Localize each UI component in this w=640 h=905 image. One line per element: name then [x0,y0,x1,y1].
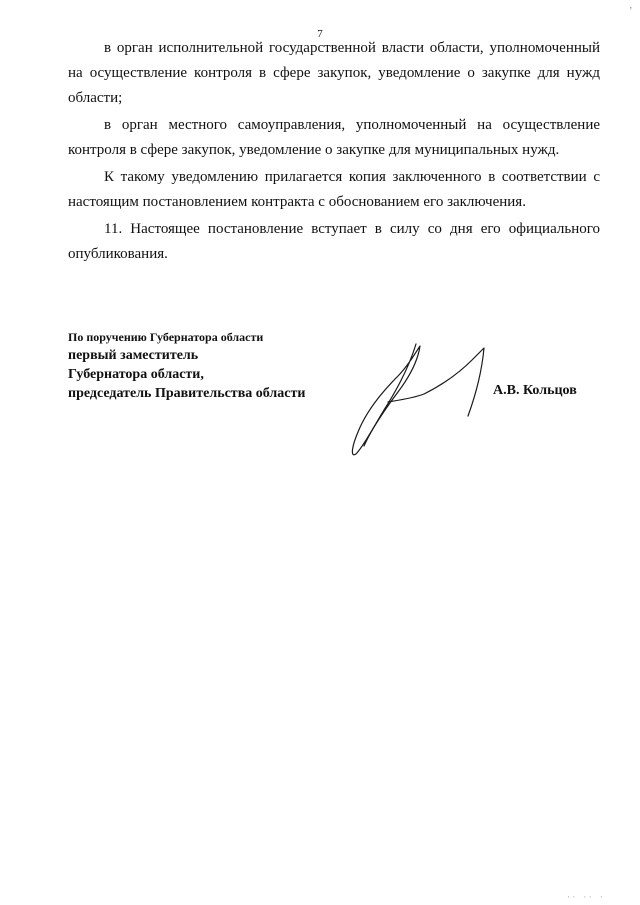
scan-corner-mark: , [629,0,632,10]
signature-block [68,328,305,403]
signer-name: А.В. Кольцов [493,383,577,398]
document-body [68,36,600,267]
handwritten-signature [340,336,500,458]
paragraph: в орган исполнительной государственной власти области, уполномоченный на осуществление контроля в сфере закупок, уведомление о закупке для нужд области; [68,40,600,106]
paragraph: К такому уведомлению прилагается копия заключенного в соответствии с настоящим постановлением контракта с обоснованием его заключения. [68,169,600,210]
paragraph: в орган местного самоуправления, уполномоченный на осуществление контроля в сфере закупок, уведомление о закупке для муниципальных нужд. [68,117,600,158]
page-number: 7 [317,28,323,40]
scan-footer-marks: '' '' ' [568,895,606,903]
signatory-position-line: председатель Правительства области [68,386,306,401]
signatory-position-line: Губернатора области, [68,367,204,382]
signatory-position-line: первый заместитель [68,348,199,363]
signatory-authority-line: По поручению Губернатора области [68,330,264,344]
paragraph: 11. Настоящее постановление вступает в силу со дня его официального опубликования. [68,221,600,262]
